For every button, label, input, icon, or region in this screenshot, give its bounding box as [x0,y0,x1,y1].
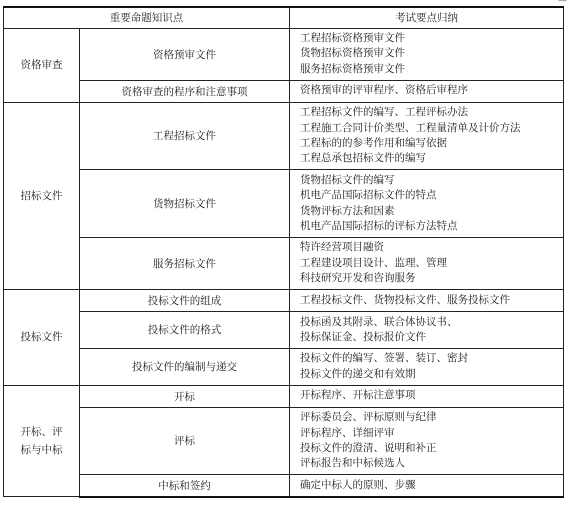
table-header-row [4,7,564,28]
exam-point-line: 货物评标方法和因素 [300,204,395,217]
exam-point-line: 确定中标人的原则、步骤 [300,478,416,491]
topic-cell: 资格审查的程序和注意事项 [80,80,290,102]
knowledge-table [3,6,564,498]
exam-point-line: 特许经营项目融资 [300,241,384,254]
exam-point-line: 评标程序、详细评审 [300,426,395,439]
exam-point-line: 货物招标资格预审文件 [300,47,405,60]
table-row [4,237,564,289]
corner-mark: — [558,0,567,6]
exam-point-line: 货物招标文件的编写 [300,173,395,186]
exam-point-line: 工程标的的参考作用和编写依据 [300,136,447,149]
exam-point-line: 工程总承包招标文件的编写 [300,152,426,165]
table-row [4,28,564,80]
table-row [4,407,564,475]
table-row [4,348,564,385]
exam-point-line: 工程招标资格预审文件 [300,31,405,44]
topic-cell: 工程招标文件 [80,102,290,170]
exam-points-cell [290,312,564,349]
exam-point-line: 资格预审的评审程序、资格后审程序 [300,84,468,97]
table-row [4,385,564,407]
table-row [4,290,564,312]
category-label: 资格审查 [20,59,63,72]
exam-point-line: 服务招标资格预审文件 [300,62,405,75]
exam-points-cell [290,170,564,238]
exam-points-cell [290,407,564,475]
category-label: 招标文件 [20,189,63,202]
topic-cell: 投标文件的组成 [80,290,290,312]
exam-point-line: 投标保证金、投标报价文件 [300,330,426,343]
exam-point-line: 机电产品国际招标文件的特点 [300,189,437,202]
category-label: 开标、评标与中标 [20,425,63,456]
exam-points-cell [290,237,564,289]
exam-point-line: 开标程序、开标注意事项 [300,389,416,402]
header-exam-points: 考试要点归纳 [290,7,564,28]
exam-points-cell [290,348,564,385]
topic-cell: 开标 [80,385,290,407]
topic-cell: 中标和签约 [80,475,290,497]
exam-points-cell [290,475,564,497]
exam-point-line: 工程施工合同计价类型、工程量清单及计价方法 [300,121,521,134]
exam-point-line: 工程投标文件、货物投标文件、服务投标文件 [300,293,510,306]
exam-point-line: 投标文件的编写、签署、装订、密封 [300,352,468,365]
topic-cell: 资格预审文件 [80,28,290,80]
topic-cell: 服务招标文件 [80,237,290,289]
exam-points-cell [290,28,564,80]
table-row [4,102,564,170]
topic-cell: 投标文件的编制与递交 [80,348,290,385]
exam-point-line: 评标委员会、评标原则与纪律 [300,411,437,424]
exam-point-line: 投标函及其附录、联合体协议书、 [300,315,458,328]
exam-point-line: 工程建设项目设计、监理、管理 [300,256,447,269]
table-row [4,80,564,102]
exam-points-cell [290,290,564,312]
table-row [4,312,564,349]
exam-points-cell [290,80,564,102]
category-cell [4,102,80,289]
exam-point-line: 投标文件的澄清、说明和补正 [300,441,437,454]
exam-point-line: 投标文件的递交和有效期 [300,367,416,380]
category-cell [4,290,80,386]
exam-point-line: 科技研究开发和咨询服务 [300,272,416,285]
exam-point-line: 机电产品国际招标的评标方法特点 [300,219,458,232]
category-cell [4,28,80,102]
table-row [4,475,564,497]
topic-cell: 投标文件的格式 [80,312,290,349]
category-cell [4,385,80,497]
category-label: 投标文件 [20,331,63,344]
topic-cell: 货物招标文件 [80,170,290,238]
table-body [4,28,564,497]
table-row [4,170,564,238]
exam-point-line: 评标报告和中标候选人 [300,457,405,470]
topic-cell: 评标 [80,407,290,475]
exam-points-cell [290,102,564,170]
header-knowledge: 重要命题知识点 [4,7,290,28]
exam-point-line: 工程招标文件的编写、工程评标办法 [300,106,468,119]
exam-points-cell [290,385,564,407]
